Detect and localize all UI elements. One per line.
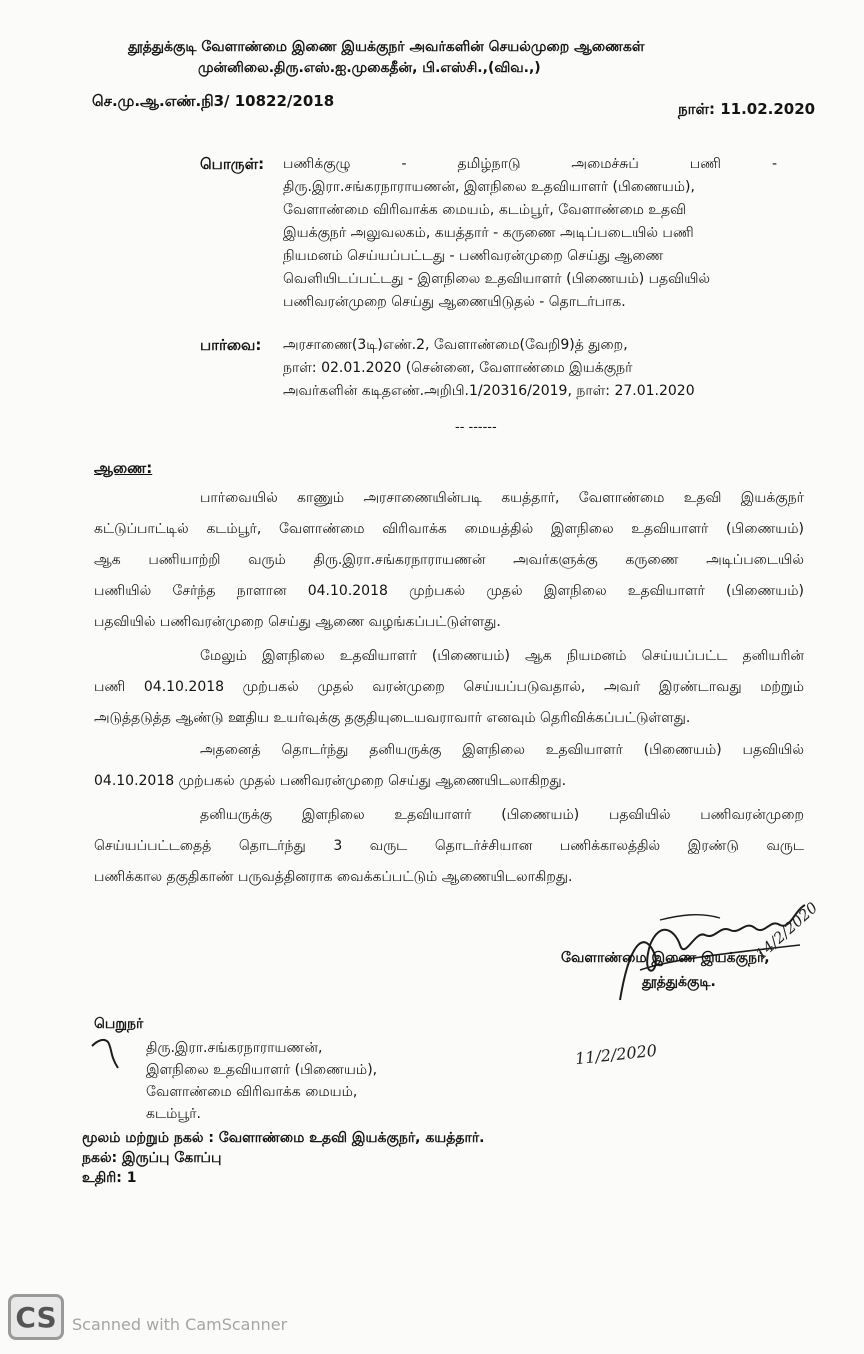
handwritten-note: 11/2/2020 — [574, 1040, 658, 1069]
presiding-officer: முன்னிலை.திரு.எஸ்.ஐ.முகைதீன், பி.எஸ்சி.,(விவ.,) — [198, 60, 541, 76]
reference-line-2: நாள்: 02.01.2020 (சென்னை, வேளாண்மை இயக்குநர் — [283, 360, 633, 376]
paragraph-2-line: மேலும் இளநிலை உதவியாளர் (பிணையம்) ஆக நியமனம் செய்யப்பட்ட தனியரின் — [200, 648, 804, 664]
reference-label: பார்வை: — [200, 336, 262, 354]
camscanner-logo — [8, 1294, 64, 1340]
camscanner-logo-text: CS — [15, 1300, 57, 1334]
subject-word: அமைச்சுப் — [571, 156, 639, 172]
subject-word: - — [771, 156, 777, 172]
subject-label: பொருள்: — [200, 155, 265, 173]
paragraph-1-line: பதவியில் பணிவரன்முறை செய்து ஆணை வழங்கப்பட்டுள்ளது. — [94, 614, 501, 630]
paragraph-1-line: பார்வையில் காணும் அரசாணையின்படி கயத்தார், வேளாண்மை உதவி இயக்குநர் — [200, 490, 804, 506]
reference-line-3: அவர்களின் கடிதஎண்.அறிபி.1/20316/2019, நாள்: 27.01.2020 — [283, 383, 695, 399]
paragraph-2-line: பணி 04.10.2018 முற்பகல் முதல் வரன்முறை செய்யப்படுவதால், அவர் இரண்டாவது மற்றும் — [94, 679, 804, 695]
subject-line-1 — [283, 154, 777, 174]
subject-line-5: நியமனம் செய்யப்பட்டது - பணிவரன்முறை செய்து ஆணை — [283, 248, 664, 264]
paragraph-4-line: பணிக்கால தகுதிகாண் பருவத்தினராக வைக்கப்பட்டும் ஆணையிடலாகிறது. — [94, 869, 573, 885]
tick-mark — [88, 1032, 128, 1072]
subject-line-2: திரு.இரா.சங்கரநாராயணன், இளநிலை உதவியாளர் (பிணையம்), — [283, 179, 695, 195]
handwritten-sign-date: 14/2/2020 — [752, 898, 822, 964]
subject-word: தமிழ்நாடு — [457, 156, 521, 172]
recipient-line: வேளாண்மை விரிவாக்க மையம், — [146, 1084, 358, 1100]
paragraph-2-line: அடுத்தடுத்த ஆண்டு ஊதிய உயர்வுக்கு தகுதியுடையவராவார் எனவும் தெரிவிக்கப்பட்டுள்ளது. — [94, 710, 691, 726]
paragraph-3-line: 04.10.2018 முற்பகல் முதல் பணிவரன்முறை செய்து ஆணையிடலாகிறது. — [94, 773, 567, 789]
subject-word: - — [401, 156, 407, 172]
signatory-designation: வேளாண்மை இணை இயக்குநர், — [561, 950, 770, 966]
separator: -- ------ — [455, 420, 497, 435]
subject-line-6: வெளியிடப்பட்டது - இளநிலை உதவியாளர் (பிணையம்) பதவியில் — [283, 271, 711, 287]
recipient-line: கடம்பூர். — [146, 1106, 201, 1122]
subject-line-3: வேளாண்மை விரிவாக்க மையம், கடம்பூர், வேளாண்மை உதவி — [283, 202, 687, 218]
order-label: ஆணை: — [94, 459, 153, 477]
camscanner-watermark: Scanned with CamScanner — [72, 1315, 288, 1334]
paragraph-4-line: செய்யப்பட்டதைத் தொடர்ந்து 3 வருட தொடர்ச்சியான பணிக்காலத்தில் இரண்டு வருட — [94, 838, 804, 854]
subject-word: பணிக்குழு — [283, 156, 351, 172]
reference-number: செ.மு.ஆ.எண்.நி3/ 10822/2018 — [92, 92, 335, 110]
recipient-line: திரு.இரா.சங்கரநாராயணன், — [146, 1040, 323, 1056]
subject-line-4: இயக்குநர் அலுவலகம், கயத்தார் - கருணை அடிப்படையில் பணி — [283, 225, 694, 241]
subject-line-7: பணிவரன்முறை செய்து ஆணையிடுதல் - தொடர்பாக. — [283, 294, 626, 310]
paragraph-4-line: தனியருக்கு இளநிலை உதவியாளர் (பிணையம்) பதவியில் பணிவரன்முறை — [200, 807, 804, 823]
paragraph-1-line: ஆக பணியாற்றி வரும் திரு.இரா.சங்கரநாராயணன் அவர்களுக்கு கருணை அடிப்படையில் — [94, 552, 804, 568]
subject-word: பணி — [689, 156, 721, 172]
reference-line-1: அரசாணை(3டி)எண்.2, வேளாண்மை(வேறி9)த் துறை, — [283, 337, 628, 353]
copy-file-line: நகல்: இருப்பு கோப்பு — [82, 1150, 222, 1166]
paragraph-1-line: கட்டுப்பாட்டில் கடம்பூர், வேளாண்மை விரிவாக்க மையத்தில் இளநிலை உதவியாளர் (பிணையம்) — [94, 521, 804, 537]
recipient-line: இளநிலை உதவியாளர் (பிணையம்), — [146, 1062, 378, 1078]
signatory-place: தூத்துக்குடி. — [642, 974, 716, 990]
document-title: தூத்துக்குடி வேளாண்மை இணை இயக்குநர் அவர்களின் செயல்முறை ஆணைகள் — [128, 39, 645, 55]
order-date: நாள்: 11.02.2020 — [678, 100, 816, 118]
recipient-label: பெறுநர் — [94, 1016, 144, 1032]
spare-count-line: உதிரி: 1 — [82, 1170, 137, 1186]
copy-to-line: மூலம் மற்றும் நகல் : வேளாண்மை உதவி இயக்குநர், கயத்தார். — [82, 1130, 485, 1146]
paragraph-1-line: பணியில் சேர்ந்த நாளான 04.10.2018 முற்பகல் முதல் இளநிலை உதவியாளர் (பிணையம்) — [94, 583, 804, 599]
paragraph-3-line: அதனைத் தொடர்ந்து தனியருக்கு இளநிலை உதவியாளர் (பிணையம்) பதவியில் — [200, 742, 804, 758]
